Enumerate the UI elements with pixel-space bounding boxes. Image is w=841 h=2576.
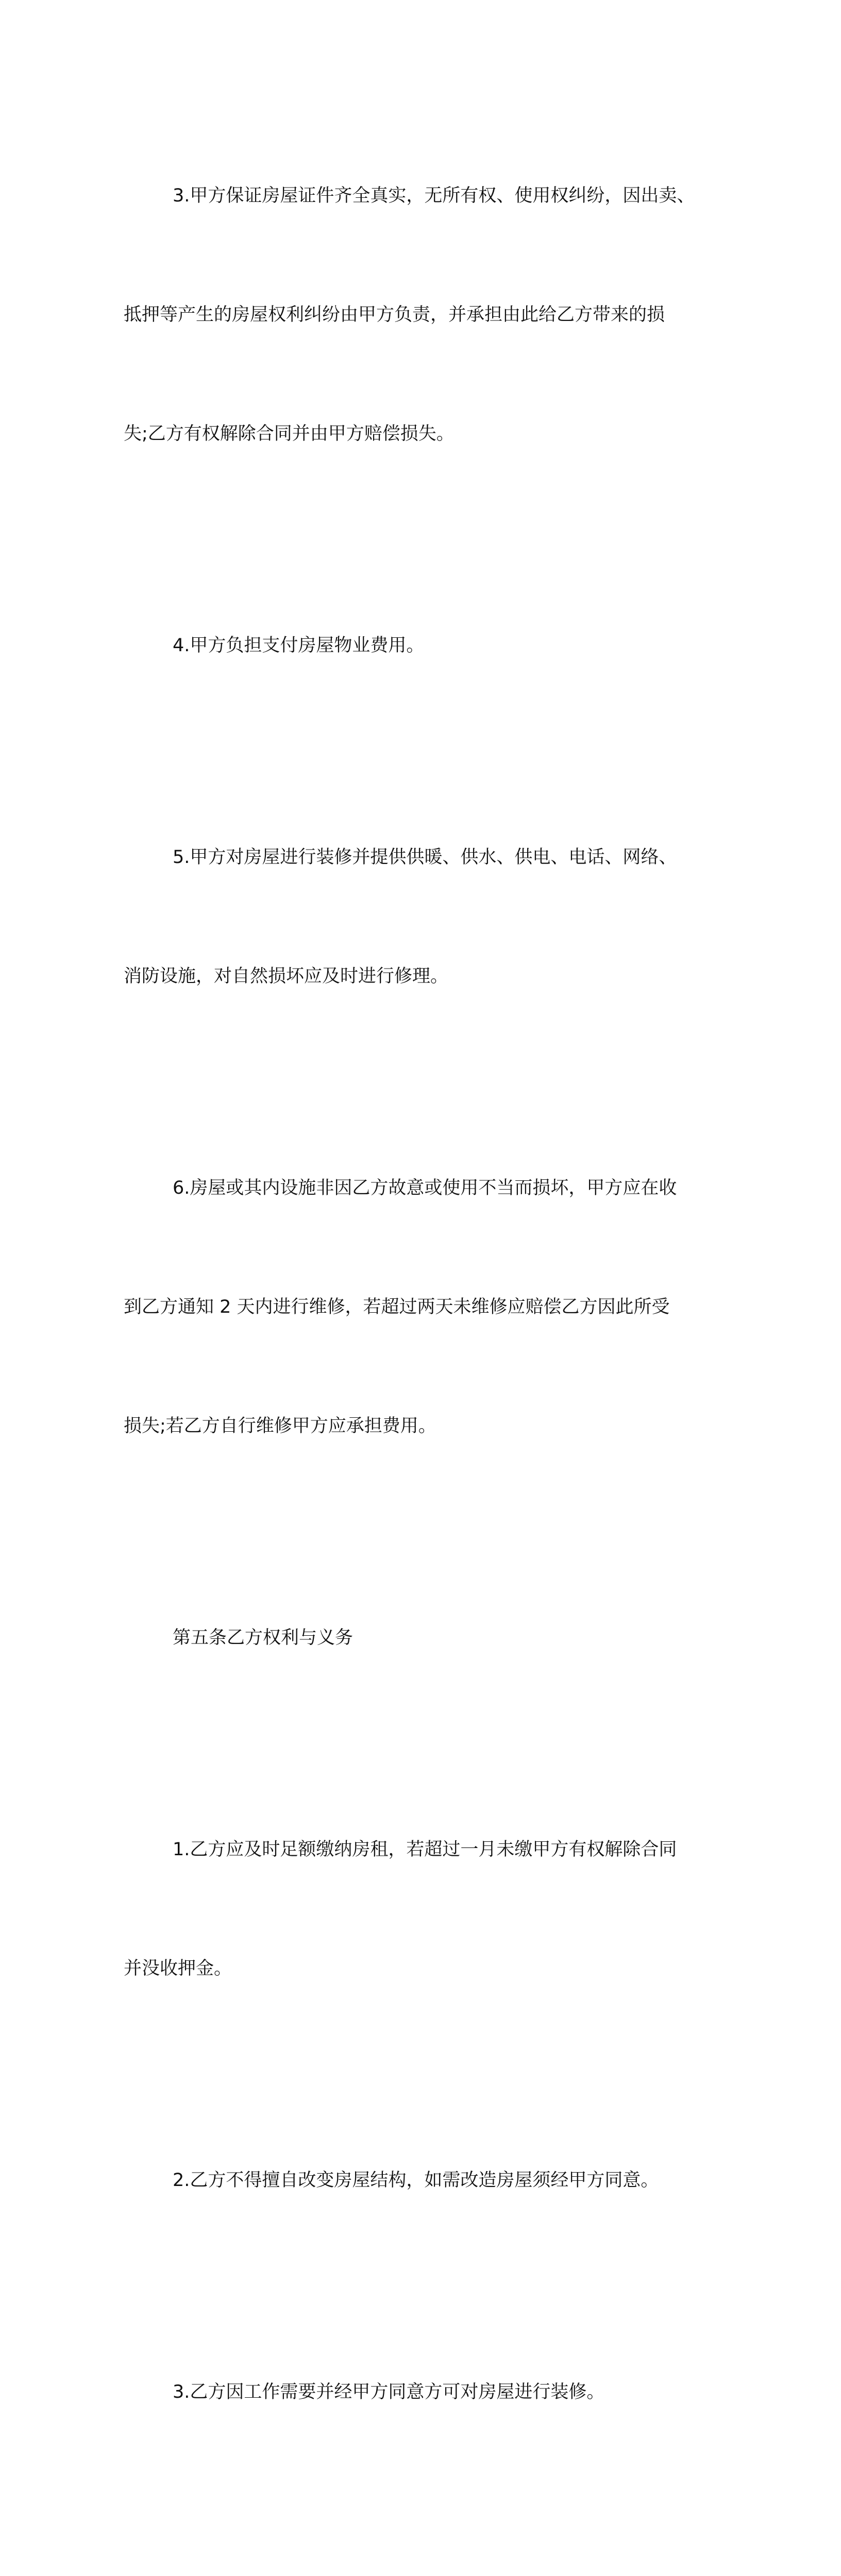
text-line: 4.甲方负担支付房屋物业费用。 (173, 635, 425, 656)
clause-5-4-paragraph (124, 2505, 721, 2576)
clause-4-3-paragraph (124, 97, 721, 533)
clause-5-2-paragraph (124, 2081, 721, 2280)
text-line: 1.乙方应及时足额缴纳房租，若超过一月未缴甲方有权解除合同 (173, 1839, 677, 1860)
text-line: 3.甲方保证房屋证件齐全真实，无所有权、使用权纠纷，因出卖、 (173, 185, 695, 206)
article-5-heading (124, 1539, 721, 1737)
text-line: 损失;若乙方自行维修甲方应承担费用。 (124, 1416, 436, 1436)
clause-4-5-paragraph (124, 758, 721, 1076)
text-line: 5.甲方对房屋进行装修并提供供暖、供水、供电、电话、网络、 (173, 847, 677, 868)
text-line: 2.乙方不得擅自改变房屋结构，如需改造房屋须经甲方同意。 (173, 2170, 659, 2191)
text-line: 3.乙方因工作需要并经甲方同意方可对房屋进行装修。 (173, 2382, 605, 2402)
clause-4-4-paragraph (124, 547, 721, 745)
clause-4-6-paragraph (124, 1089, 721, 1526)
text-line: 第五条乙方权利与义务 (173, 1628, 354, 1648)
clause-5-3-paragraph (124, 2293, 721, 2492)
text-line: 并没收押金。 (124, 1958, 232, 1979)
text-line: 抵押等产生的房屋权利纠纷由甲方负责，并承担由此给乙方带来的损 (124, 304, 665, 325)
document-body (124, 97, 721, 2576)
text-line: 失;乙方有权解除合同并由甲方赔偿损失。 (124, 423, 455, 444)
text-line: 到乙方通知 2 天内进行维修，若超过两天未维修应赔偿乙方因此所受 (124, 1297, 670, 1317)
text-line: 消防设施，对自然损坏应及时进行修理。 (124, 966, 449, 987)
clause-5-1-paragraph (124, 1751, 721, 2068)
text-line: 6.房屋或其内设施非因乙方故意或使用不当而损坏，甲方应在收 (173, 1178, 677, 1198)
